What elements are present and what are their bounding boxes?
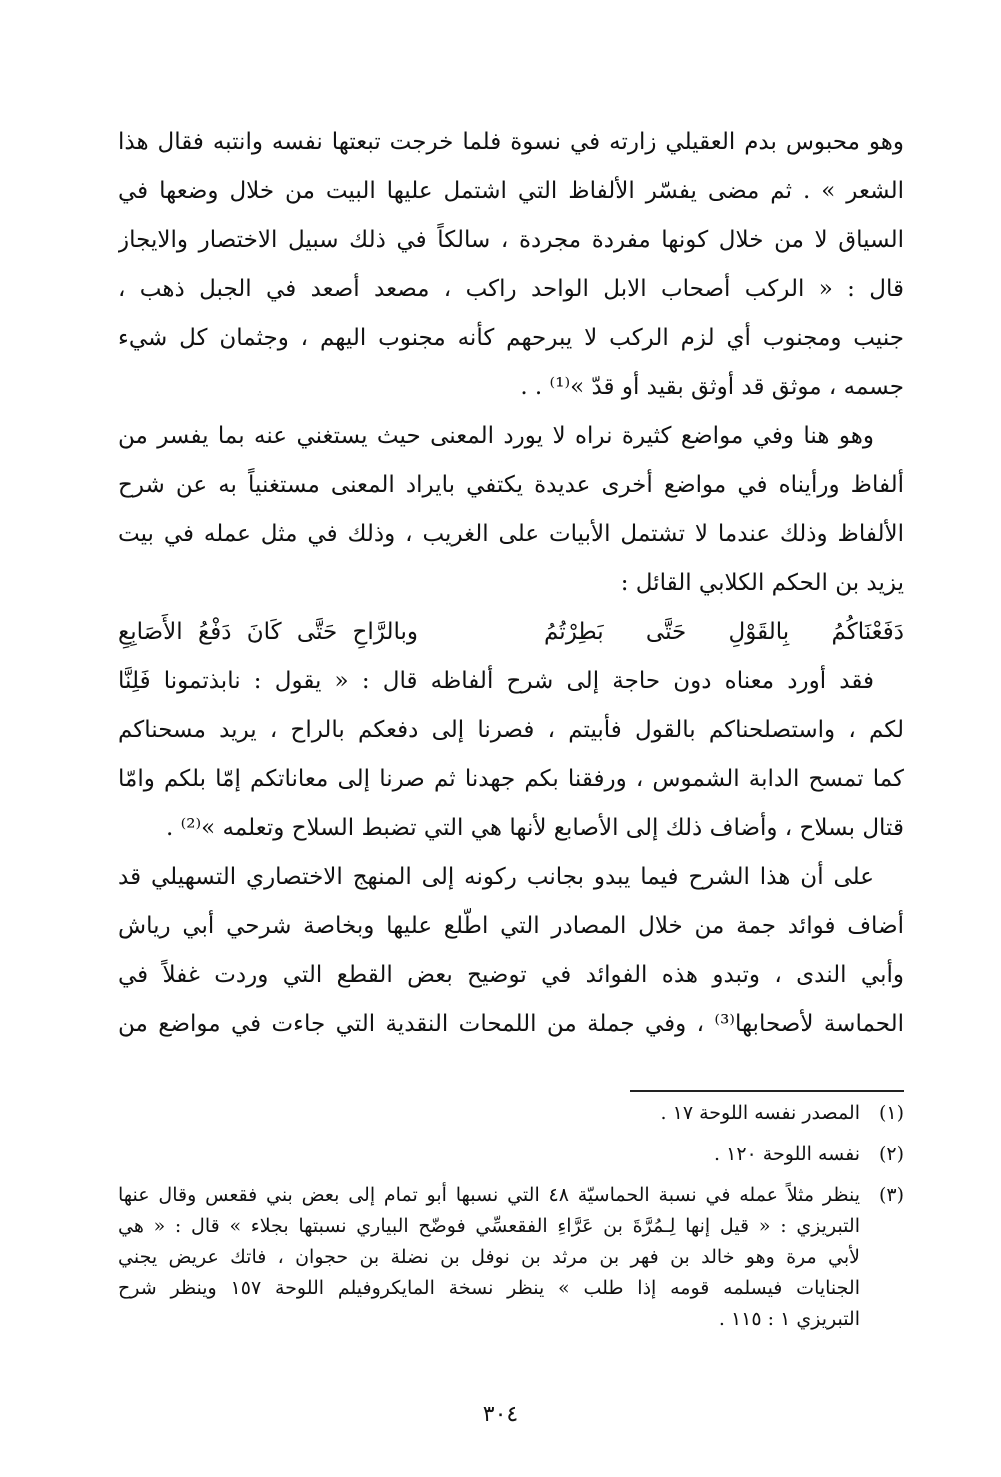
body-line-18: الحماسة لأصحابها⁽³⁾ ، وفي جملة من اللمحات النقدية التي جاءت في مواضع من	[118, 1011, 904, 1037]
body-line-12: لكم ، واستصلحناكم بالقول فأبيتم ، فصرنا إلى دفعكم بالراح ، يريد مسحناكم	[118, 717, 904, 743]
body-line-8: ألفاظ ورأيناه في مواضع أخرى عديدة يكتفي بايراد المعنى مستغنياً به عن شرح	[118, 472, 904, 498]
verse-second-hemistich: وبالرَّاحِ حَتَّى كَانَ دَفْعُ الأَصَابِعِ	[118, 619, 418, 645]
body-line-14: قتال بسلاح ، وأضاف ذلك إلى الأصابع لأنها هي التي تضبط السلاح وتعلمه »⁽²⁾ .	[165, 815, 904, 841]
footnote-text: التبريزي : « قيل إنها لِـمُرَّةَ بن عَرَّاءِ الفقعسِّي فوضّح البياري نسبتها بجلاء » قال : « هي	[118, 1215, 860, 1237]
body-line-15: على أن هذا الشرح فيما يبدو بجانب ركونه إلى المنهج الاختصاري التسهيلي قد	[118, 864, 874, 890]
verse-first-hemistich: دَفَعْنَاكُمُ بِالقَوْلِ حَتَّى بَطِرْتُمُ	[544, 619, 904, 645]
footnote-number: (٣)	[878, 1184, 904, 1206]
body-line-6: جسمه ، موثق قد أوثق بقيد أو قدّ »⁽¹⁾ . .	[520, 374, 904, 400]
page-number: ٣٠٤	[482, 1402, 519, 1427]
footnotes-section	[118, 1098, 904, 1335]
main-body-text	[118, 118, 904, 1049]
footnote-text: المصدر نفسه اللوحة ١٧ .	[660, 1102, 860, 1124]
body-line-2: الشعر » . ثم مضى يفسّر الألفاظ التي اشتمل عليها البيت من خلال وضعها في	[118, 178, 904, 204]
body-line-16: أضاف فوائد جمة من خلال المصادر التي اطّلع عليها وبخاصة شرحي أبي رياش	[118, 913, 904, 939]
body-line-13: كما تمسح الدابة الشموس ، ورفقنا بكم جهدنا ثم صرنا إلى معاناتكم إمّا بلكم وامّا	[118, 766, 904, 792]
footnote-separator	[630, 1090, 904, 1092]
body-line-4: قال : « الركب أصحاب الابل الواحد راكب ، مصعد أصعد في الجبل ذهب ،	[118, 276, 904, 302]
footnote-2	[118, 1139, 904, 1170]
footnote-number: (٢)	[878, 1143, 904, 1165]
footnote-text: لأبي مرة وهو خالد بن فهر بن مرثد بن نوفل بن نضلة بن حجوان ، فاتك عريض يجني	[118, 1246, 860, 1268]
body-line-7: وهو هنا وفي مواضع كثيرة نراه لا يورد المعنى حيث يستغني عنه بما يفسر من	[118, 423, 874, 449]
footnote-3	[118, 1180, 904, 1335]
body-line-17: وأبي الندى ، وتبدو هذه الفوائد في توضيح بعض القطع التي وردت غفلاً في	[118, 962, 904, 988]
poetry-verse	[118, 608, 904, 657]
body-line-10: يزيد بن الحكم الكلابي القائل :	[620, 570, 904, 596]
body-line-3: السياق لا من خلال كونها مفردة مجردة ، سالكاً في ذلك سبيل الاختصار والايجاز	[118, 227, 904, 253]
footnote-number: (١)	[878, 1102, 904, 1124]
body-line-11: فقد أورد معناه دون حاجة إلى شرح ألفاظه قال : « يقول : نابذتمونا فَلِنَّا	[118, 668, 874, 694]
footnote-text: نفسه اللوحة ١٢٠ .	[714, 1143, 860, 1165]
body-line-9: الألفاظ وذلك عندما لا تشتمل الأبيات على الغريب ، وذلك في مثل عمله في بيت	[118, 521, 904, 547]
footnote-text: الجنايات فيسلمه قومه إذا طلب » ينظر نسخة المايكروفيلم اللوحة ١٥٧ وينظر شرح	[118, 1277, 860, 1299]
body-line-5: جنيب ومجنوب أي لزم الركب لا يبرحهم كأنه مجنوب اليهم ، وجثمان كل شيء	[118, 325, 904, 351]
body-line-1: وهو محبوس بدم العقيلي زارته في نسوة فلما خرجت تبعتها نفسه وانتبه فقال هذا	[118, 129, 904, 155]
footnote-1	[118, 1098, 904, 1129]
footnote-text: التبريزي ١ : ١١٥ .	[718, 1308, 860, 1330]
footnote-text: ينظر مثلاً عمله في نسبة الحماسيّة ٤٨ التي نسبها أبو تمام إلى بعض بني فقعس وقال عنها	[118, 1184, 860, 1206]
